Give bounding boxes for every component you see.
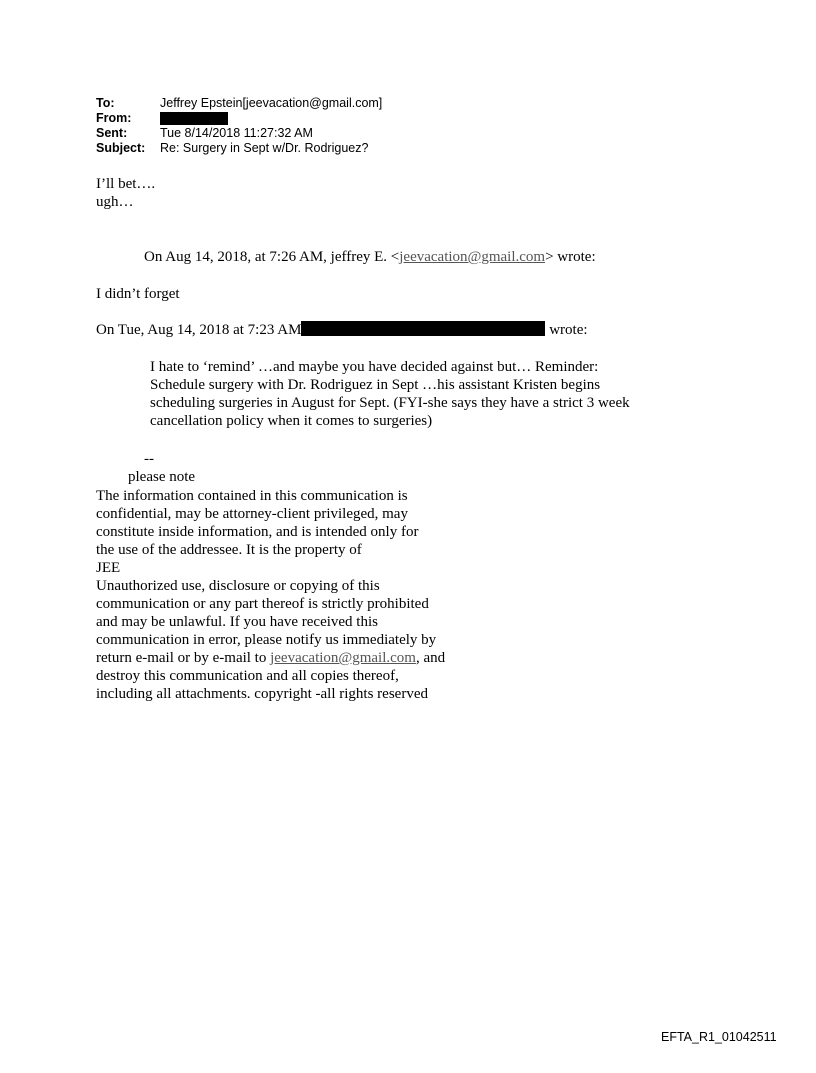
quote2-message <box>150 358 630 430</box>
notice-line: communication in error, please notify us immediately by <box>96 632 437 648</box>
to-label: To: <box>96 96 115 110</box>
notice-line: and may be unlawful. If you have received this <box>96 614 378 630</box>
signature-dashes: -- <box>144 451 154 467</box>
sent-value: Tue 8/14/2018 11:27:32 AM <box>160 126 313 140</box>
notice-line: confidential, may be attorney-client privileged, may <box>96 506 408 522</box>
quote1-suffix: > wrote: <box>545 249 596 265</box>
quote2-line: scheduling surgeries in August for Sept. (FYI-she says they have a strict 3 week <box>150 395 630 411</box>
quote1-message: I didn’t forget <box>96 286 180 302</box>
reply-line: I’ll bet…. <box>96 176 156 192</box>
quote2-line: Schedule surgery with Dr. Rodriguez in Sept …his assistant Kristen begins <box>150 377 601 393</box>
from-redaction <box>160 112 228 125</box>
quote2-suffix: wrote: <box>549 322 588 338</box>
quote2-line: cancellation policy when it comes to surgeries) <box>150 413 433 429</box>
reply-body <box>96 175 155 211</box>
confidentiality-notice <box>96 487 445 703</box>
reply-line: ugh… <box>96 194 134 210</box>
quote2-header <box>96 321 588 339</box>
quote2-prefix: On Tue, Aug 14, 2018 at 7:23 AM <box>96 322 302 338</box>
return-prefix: return e-mail or by e-mail to <box>96 650 271 666</box>
email-header <box>96 96 382 156</box>
notice-line: communication or any part thereof is strictly prohibited <box>96 596 429 612</box>
sender-redaction <box>301 321 545 336</box>
notice-return-line <box>96 649 445 667</box>
quote2-line: I hate to ‘remind’ …and maybe you have decided against but… Reminder: <box>150 359 599 375</box>
from-label: From: <box>96 111 132 125</box>
to-row <box>96 96 382 111</box>
subject-label: Subject: <box>96 141 146 155</box>
subject-row <box>96 141 382 156</box>
subject-value: Re: Surgery in Sept w/Dr. Rodriguez? <box>160 141 369 155</box>
notice-line: the use of the addressee. It is the property of <box>96 542 362 558</box>
notice-line: Unauthorized use, disclosure or copying of this <box>96 578 380 594</box>
to-value: Jeffrey Epstein[jeevacation@gmail.com] <box>160 96 383 110</box>
quote1-header <box>144 248 596 266</box>
notice-line: including all attachments. copyright -all rights reserved <box>96 686 428 702</box>
notice-line: The information contained in this communication is <box>96 488 408 504</box>
notice-line: constitute inside information, and is intended only for <box>96 524 419 540</box>
notice-line: JEE <box>96 560 121 576</box>
sent-label: Sent: <box>96 126 128 140</box>
return-suffix: , and <box>415 650 446 666</box>
from-row <box>96 111 382 126</box>
return-email-link[interactable]: jeevacation@gmail.com <box>270 650 416 666</box>
sent-row <box>96 126 382 141</box>
quote1-email-link[interactable]: jeevacation@gmail.com <box>399 249 546 265</box>
quote1-prefix: On Aug 14, 2018, at 7:26 AM, jeffrey E. < <box>144 249 400 265</box>
signature-please-note: please note <box>128 469 196 485</box>
document-id: EFTA_R1_01042511 <box>661 1030 777 1044</box>
notice-line: destroy this communication and all copies thereof, <box>96 668 399 684</box>
